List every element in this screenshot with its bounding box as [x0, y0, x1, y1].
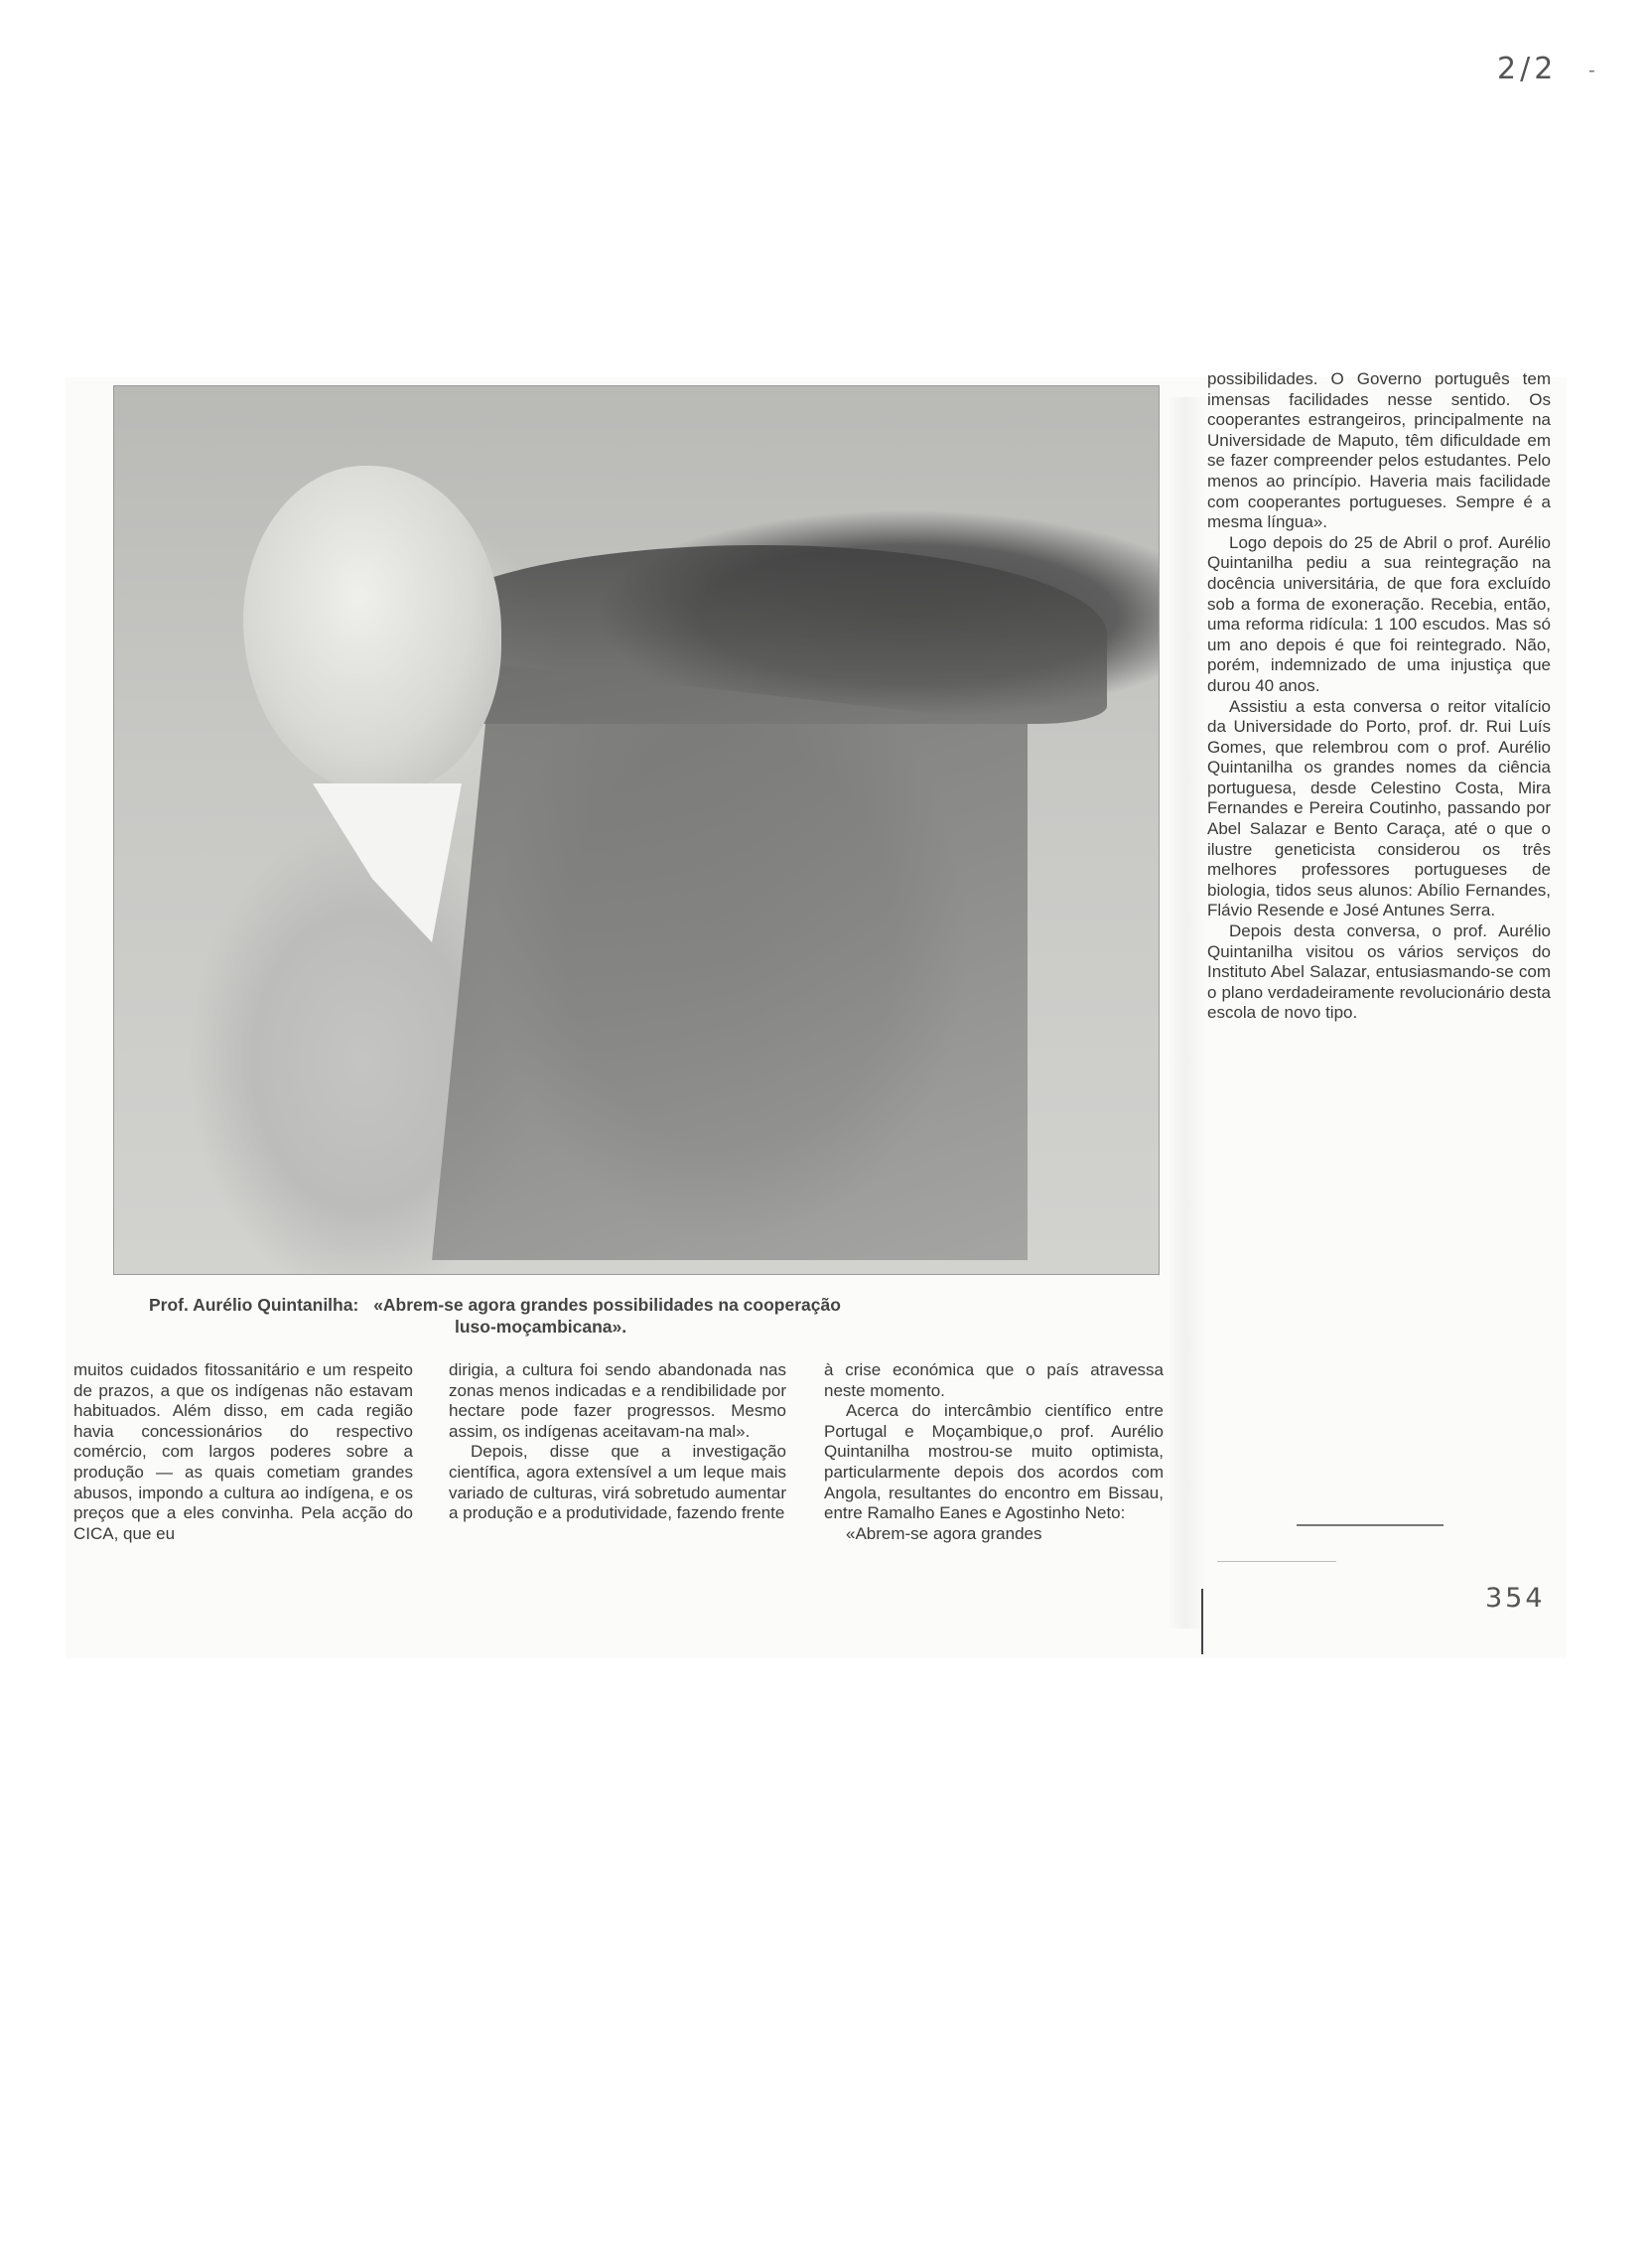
article-column-1 [73, 1360, 413, 1544]
paragraph: Depois, disse que a investigação científica, agora extensível a um leque mais variado de culturas, virá sobretudo aumentar a produção e a produtividade, fazendo frente [449, 1442, 786, 1523]
caption-quote-line2: luso-moçambicana». [455, 1317, 627, 1337]
page-number: 2/2 [1497, 52, 1558, 86]
photo-head-shape [243, 466, 501, 793]
paragraph: Logo depois do 25 de Abril o prof. Aurélio Quintanilha pediu a sua reintegração na docência universitária, de que fora excluído sob a forma de exoneração. Recebia, então, uma reforma ridícula: 1 100 escudos. Mas só um ano depois é que foi reintegrado. Não, porém, indemnizado de uma injustiça que durou 40 anos. [1207, 532, 1551, 695]
paragraph: «Abrem-se agora grandes [846, 1523, 1042, 1543]
portrait-photo [113, 385, 1160, 1275]
scan-mark [1217, 1561, 1336, 1562]
caption-quote-line1: «Abrem-se agora grandes possibilidades na cooperação [373, 1295, 841, 1315]
article-column-4 [1207, 369, 1551, 1024]
article-column-3 [824, 1360, 1164, 1544]
caption-name: Prof. Aurélio Quintanilha: [149, 1295, 359, 1315]
paragraph: Assistiu a esta conversa o reitor vitalício da Universidade do Porto, prof. dr. Rui Luís Gomes, que relembrou com o prof. Aurélio Quintanilha os grandes nomes da ciência portuguesa, desde Celestino Costa, Mira Fernandes e Pereira Coutinho, passando por Abel Salazar e Bento Caraça, até o que o ilustre geneticista considerou os três melhores professores portugueses de biologia, tidos seus alunos: Abílio Fernandes, Flávio Resende e José Antunes Serra. [1207, 696, 1551, 920]
stamp-number: 354 [1485, 1583, 1546, 1614]
photo-caption [149, 1294, 1142, 1338]
scan-smudge [1167, 397, 1206, 1628]
page-number-dash: - [1588, 60, 1595, 81]
margin-line [1201, 1589, 1203, 1654]
paragraph: Acerca do intercâmbio científico entre Portugal e Moçambique,o prof. Aurélio Quintanilha mostrou-se muito optimista, particularmente depois dos acordos com Angola, resultantes do encontro em Bissau, entre Ramalho Eanes e Agostinho Neto: [824, 1401, 1164, 1523]
paragraph: dirigia, a cultura foi sendo abandonada nas zonas menos indicadas e a rendibilidade por hectare pode fazer progressos. Mesmo assim, os indígenas aceitavam-na mal». [449, 1360, 786, 1441]
paragraph: à crise económica que o país atravessa neste momento. [824, 1360, 1164, 1400]
paragraph: Depois desta conversa, o prof. Aurélio Quintanilha visitou os vários serviços do Instituto Abel Salazar, entusiasmando-se com o plano verdadeiramente revolucionário desta escola de novo tipo. [1207, 921, 1551, 1023]
photo-jacket-shape [432, 664, 1028, 1260]
paragraph: muitos cuidados fitossanitário e um respeito de prazos, a que os indígenas não estavam habituados. Além disso, em cada região havia concessionários do respectivo comércio, com largos poderes sobre a produção — as quais cometiam grandes abusos, impondo a cultura ao indígena, e os preços que a eles convinha. Pela acção do CICA, que eu [73, 1360, 413, 1543]
article-column-2 [449, 1360, 786, 1524]
end-rule [1297, 1524, 1444, 1526]
paragraph: possibilidades. O Governo português tem imensas facilidades nesse sentido. Os cooperantes estrangeiros, principalmente na Universidade de Maputo, têm dificuldade em se fazer compreender pelos estudantes. Pelo menos ao princípio. Haveria mais facilidade com cooperantes portugueses. Sempre é a mesma língua». [1207, 369, 1551, 532]
photo-collar-shape [313, 783, 462, 942]
